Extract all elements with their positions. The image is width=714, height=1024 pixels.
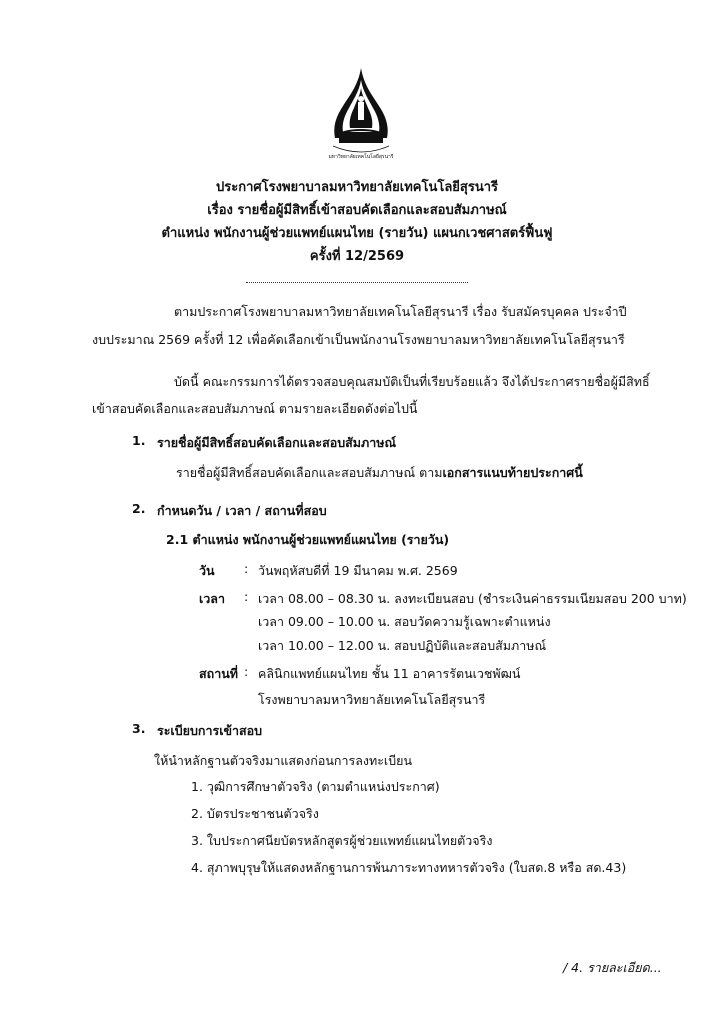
continuation-note: / 4. รายละเอียด... [563, 960, 662, 975]
section-1-number: 1. [132, 433, 146, 448]
announcement-title: ประกาศโรงพยาบาลมหาวิทยาลัยเทคโนโลยีสุรนารี [216, 180, 498, 195]
section-1-title: รายชื่อผู้มีสิทธิ์สอบคัดเลือกและสอบสัมภาษณ์ [157, 435, 397, 450]
attachment-reference: เอกสารแนบท้ายประกาศนี้ [442, 465, 583, 480]
time-label: เวลา [199, 591, 225, 606]
section-1-text-prefix: รายชื่อผู้มีสิทธิ์สอบคัดเลือกและสอบสัมภาษณ์ ตาม [176, 465, 443, 480]
section-2-number: 2. [132, 501, 146, 516]
time-slot-3: เวลา 10.00 – 12.00 น. สอบปฏิบัติและสอบสัมภาษณ์ [258, 638, 547, 653]
intro-paragraph-2-line-2: เข้าสอบคัดเลือกและสอบสัมภาษณ์ ตามรายละเอียดดังต่อไปนี้ [92, 401, 418, 416]
requirement-item: 2. บัตรประชาชนตัวจริง [191, 806, 319, 821]
day-value: วันพฤหัสบดีที่ 19 มีนาคม พ.ศ. 2569 [258, 563, 458, 578]
announcement-round: ครั้งที่ 12/2569 [309, 249, 405, 264]
time-slot-1: เวลา 08.00 – 08.30 น. ลงทะเบียนสอบ (ชำระเงินค่าธรรมเนียมสอบ 200 บาท) [258, 591, 687, 606]
intro-paragraph-1-line-1: ตามประกาศโรงพยาบาลมหาวิทยาลัยเทคโนโลยีสุรนารี เรื่อง รับสมัครบุคคล ประจำปี [174, 304, 627, 319]
place-line-1: คลินิกแพทย์แผนไทย ชั้น 11 อาคารรัตนเวชพัฒน์ [258, 666, 521, 681]
time-colon: : [244, 589, 249, 604]
day-colon: : [244, 561, 249, 576]
logo-caption: มหาวิทยาลัยเทคโนโลยีสุรนารี [328, 154, 394, 160]
place-label: สถานที่ [199, 666, 239, 681]
section-3-intro: ให้นำหลักฐานตัวจริงมาแสดงก่อนการลงทะเบียน [154, 753, 412, 768]
dotted-divider [246, 282, 468, 283]
intro-paragraph-1-line-2: งบประมาณ 2569 ครั้งที่ 12 เพื่อคัดเลือกเข้าเป็นพนักงานโรงพยาบาลมหาวิทยาลัยเทคโนโลยีสุรนารี [92, 332, 625, 347]
intro-paragraph-2-line-1: บัดนี้ คณะกรรมการได้ตรวจสอบคุณสมบัติเป็นที่เรียบร้อยแล้ว จึงได้ประกาศรายชื่อผู้มีสิทธิ์ [174, 374, 650, 389]
day-label: วัน [199, 563, 215, 578]
place-colon: : [244, 664, 249, 679]
section-2-1-title: 2.1 ตำแหน่ง พนักงานผู้ช่วยแพทย์แผนไทย (รายวัน) [166, 532, 450, 547]
announcement-position: ตำแหน่ง พนักงานผู้ช่วยแพทย์แผนไทย (รายวัน) แผนกเวชศาสตร์ฟื้นฟู [161, 226, 553, 241]
place-line-2: โรงพยาบาลมหาวิทยาลัยเทคโนโลยีสุรนารี [258, 692, 486, 707]
section-1-text [176, 463, 583, 483]
requirement-item: 3. ใบประกาศนียบัตรหลักสูตรผู้ช่วยแพทย์แผนไทยตัวจริง [191, 833, 493, 848]
time-slot-2: เวลา 09.00 – 10.00 น. สอบวัดความรู้เฉพาะตำแหน่ง [258, 614, 551, 629]
requirement-item: 4. สุภาพบุรุษให้แสดงหลักฐานการพ้นภาระทางทหารตัวจริง (ใบสด.8 หรือ สด.43) [191, 860, 627, 875]
requirement-item: 1. วุฒิการศึกษาตัวจริง (ตามตำแหน่งประกาศ) [191, 779, 440, 794]
section-2-title: กำหนดวัน / เวลา / สถานที่สอบ [157, 503, 327, 518]
university-logo [325, 66, 397, 164]
announcement-subject: เรื่อง รายชื่อผู้มีสิทธิ์เข้าสอบคัดเลือกและสอบสัมภาษณ์ [207, 203, 507, 218]
section-3-number: 3. [132, 721, 146, 736]
section-3-title: ระเบียบการเข้าสอบ [157, 723, 263, 738]
